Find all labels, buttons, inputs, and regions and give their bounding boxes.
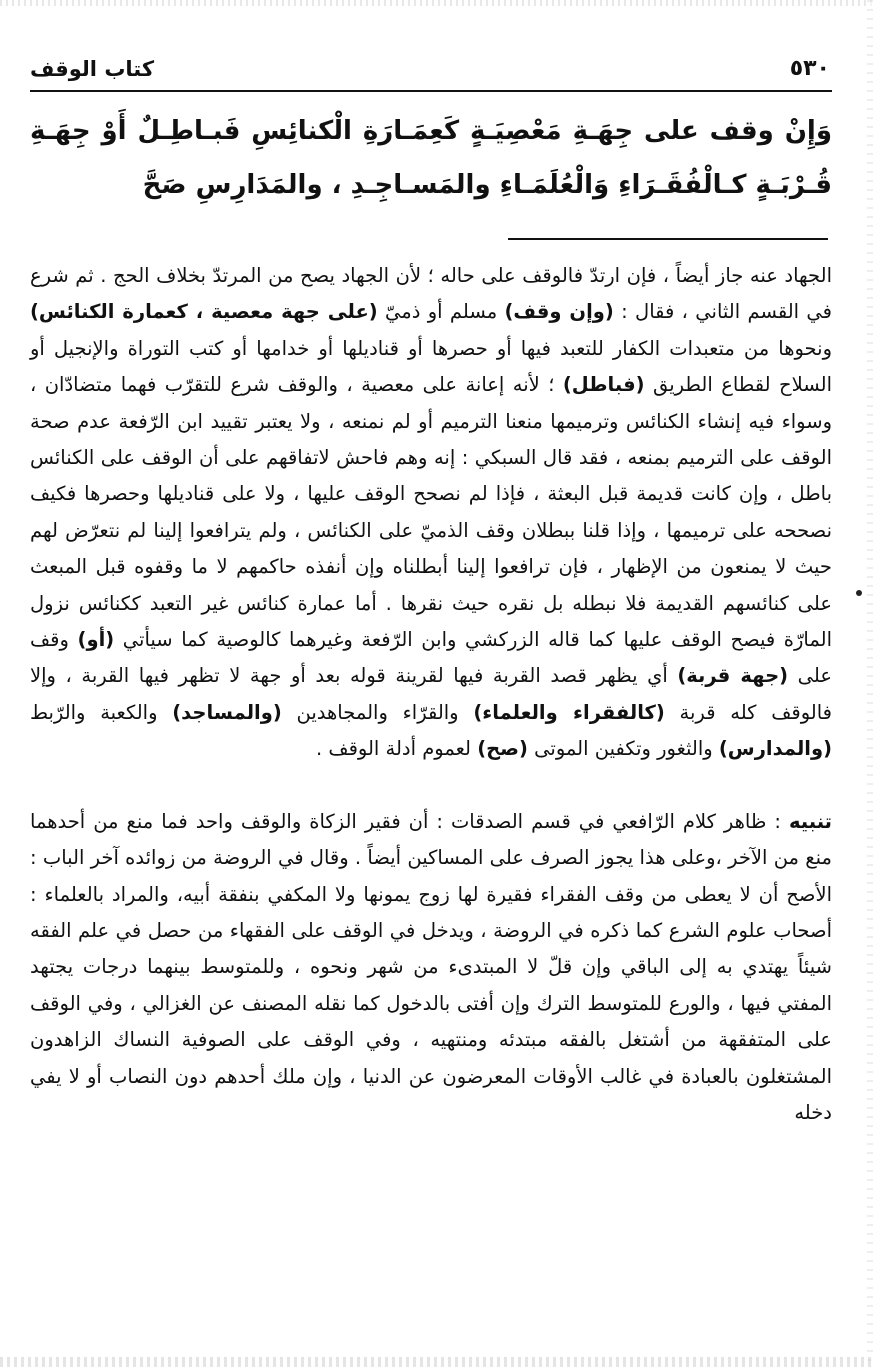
margin-mark: [856, 590, 862, 596]
bold-matn-quote: (والمدارس): [718, 737, 832, 761]
commentary-text: وقف على: [30, 628, 832, 688]
commentary-text: والكعبة والرّبط: [30, 700, 173, 724]
commentary-text: : ظاهر كلام الرّافعي في قسم الصدقات : أن فقير الزكاة والوقف واحد فما منع من أحدهما منع من الآخر ،وعلى هذا يجوز الصرف على المساكين أيضاً . وقال في الروضة من زوائده آخر الباب : الأصح أن لا يعطى من وقف الفقراء فقيرة لها زوج يمونها ولا المكفي بنفقة أبيه، والمراد بالعلماء : أصحاب علوم الشرع كما ذكره في الروضة ، ويدخل في الوقف على الفقهاء من حصل في علم الفقه شيئاً يهتدي به إلى الباقي وإن قلّ لا المبتدىء من شهر ونحوه ، وللمتوسط بينهما درجات يجتهد المفتي فيها ، والورع للمتوسط الترك وإن أفتى بالدخول كما نقله المصنف عن الغزالي ، وفي الوقف على المتفقهة من أشتغل بالفقه مبتدئه ومنتهيه ، وفي الوقف على الصوفية النساك الزاهدون المشتغلون بالعبادة في غالب الأوقات المعرضون عن الدنيا ، وإن ملك أحدهم دون النصاب أو لا يفي دخله: [30, 809, 832, 1124]
bold-matn-quote: (فباطل): [562, 373, 645, 397]
bold-matn-quote: (كالفقراء والعلماء): [473, 700, 665, 724]
bold-matn-quote: (أو): [77, 628, 115, 652]
bold-matn-quote: تنبيه: [788, 809, 832, 833]
commentary-paragraph-1: [30, 258, 832, 768]
bold-matn-quote: (والمساجد): [172, 700, 282, 724]
matn-text: وَإِنْ وقف على جِهَـةِ مَعْصِيَـةٍ كَعِمَـارَةِ الْكنائِسِ فَبـاطِـلٌ أَوْ جِهَـةِ قُـرْبَـةٍ كـالْفُقَـرَاءِ وَالْعُلَمَـاءِ والمَسـاجِـدِ ، والمَدَارِسِ صَحَّ: [30, 116, 832, 200]
commentary-text: ؛ لأنه إعانة على معصية ، والوقف شرع للتقرّب فهما متضادّان ، وسواء فيه إنشاء الكنائس وترميمها منعنا الترميم أو لم نمنعه ، ولا يعتبر تقييد ابن الرّفعة عدم صحة الوقف على الترميم بمنعه ، فقد قال السبكي : إنه وهم فاحش لاتفاقهم على أن الوقف على الكنائس باطل ، وإن كانت قديمة قبل البعثة ، فإذا لم نصحح الوقف عليها ، ولا على قناديلها وحصرها فكيف نصححه على ترميمها ، وإذا قلنا ببطلان وقف الذميّ على الكنائس ، ولم يترافعوا إلينا لم نتعرّض لهم حيث لا يمنعون من الإظهار ، فإن ترافعوا إلينا أبطلناه وإن أنفذه حاكمهم لا ما وقفوه قبل المبعث على كنائسهم القديمة فلا نبطله بل نقره حيث نقرها . أما عمارة كنائس غير التعبد ككنائس نزول المارّة فيصح الوقف عليها كما قاله الزركشي وابن الرّفعة وغيرهما كالوصية كما سيأتي: [30, 373, 832, 652]
commentary-text: والقرّاء والمجاهدين: [281, 700, 474, 724]
page-number: ٥٣٠: [789, 56, 830, 81]
running-header: [30, 54, 830, 90]
bold-matn-quote: (على جهة معصية ، كعمارة الكنائس): [30, 300, 378, 324]
commentary-text: مسلم أو ذميّ: [377, 300, 505, 324]
book-title: كتاب الوقف: [30, 57, 155, 81]
scan-edge-bottom: [0, 1357, 873, 1367]
header-divider: [30, 90, 832, 92]
scan-edge-top: [0, 0, 873, 6]
commentary-text: والثغور وتكفين الموتى: [527, 737, 719, 761]
commentary-text: ونحوها من متعبدات الكفار للتعبد فيها أو حصرها أو قناديلها أو خدامها أو كتب التوراة والإنجيل أو السلاح لقطاع الطريق: [30, 336, 832, 397]
bold-matn-quote: (صح): [477, 737, 528, 761]
tanbih-paragraph: [30, 804, 832, 1132]
scan-edge-right: [867, 0, 873, 1367]
bold-matn-quote: (وإن وقف): [504, 300, 614, 324]
commentary-text: أي يظهر قصد القربة فيها لقرينة قوله بعد أو جهة لا تظهر فيها القربة ، وإلا فالوقف كله قربة: [30, 664, 832, 724]
commentary-text: لعموم أدلة الوقف .: [316, 737, 478, 761]
matn-divider: [508, 238, 828, 240]
commentary: [30, 258, 832, 1131]
commentary-text: الجهاد عنه جاز أيضاً ، فإن ارتدّ فالوقف على حاله ؛ لأن الجهاد يصح من المرتدّ بخلاف الحج . ثم شرع في القسم الثاني ، فقال :: [30, 264, 832, 324]
bold-matn-quote: (جهة قربة): [677, 664, 789, 688]
